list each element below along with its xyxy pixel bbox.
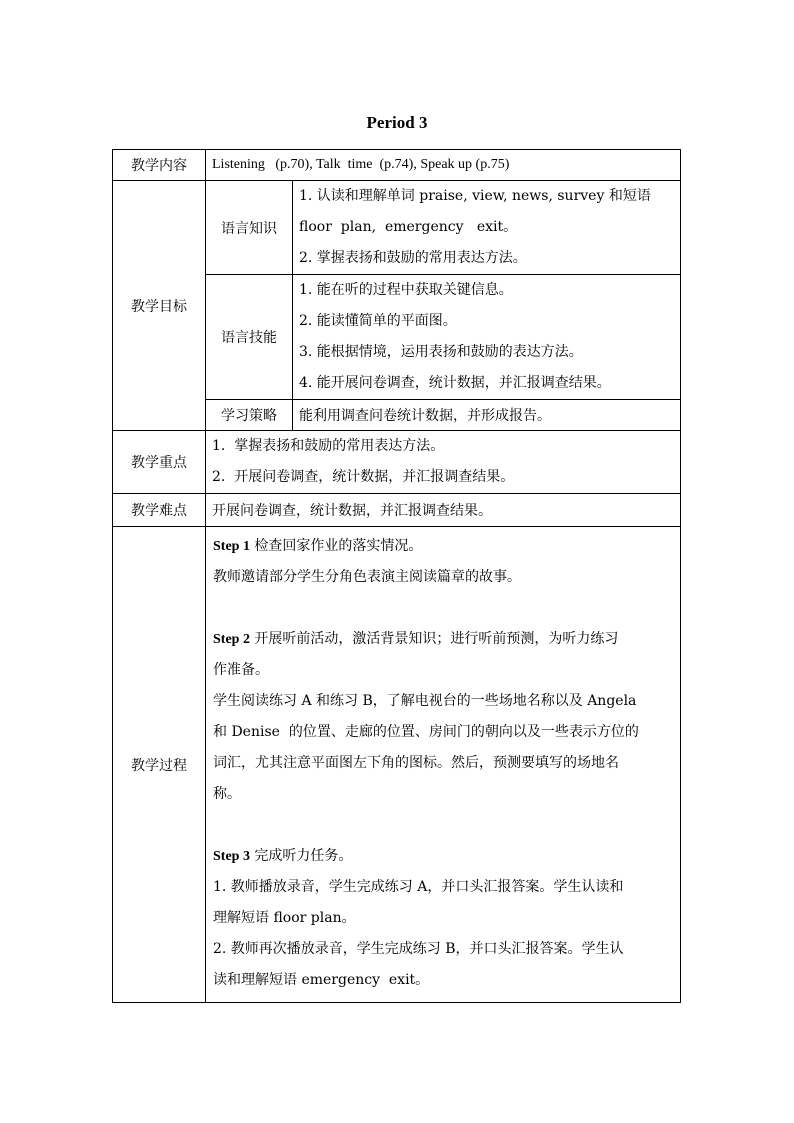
step-1-heading-text: 检查回家作业的落实情况。 — [249, 538, 423, 554]
lesson-plan-table — [112, 149, 681, 1003]
row-key-points — [113, 431, 681, 494]
list-item: 4. 能开展问卷调查，统计数据，并汇报调查结果。 — [299, 375, 611, 391]
label-language-skills: 语言技能 — [206, 275, 293, 400]
label-teaching-objectives: 教学目标 — [113, 181, 206, 431]
list-item: 词汇，尤其注意平面图左下角的图标。然后，预测要填写的场地名 — [213, 755, 619, 771]
list-item: 3. 能根据情境，运用表扬和鼓励的表达方法。 — [299, 344, 583, 360]
step-2-heading — [213, 624, 673, 655]
list-item: 理解短语 floor plan。 — [213, 910, 356, 926]
teaching-process-content — [206, 527, 681, 1003]
row-teaching-process — [113, 527, 681, 1003]
list-item: floor plan, emergency exit。 — [299, 219, 518, 235]
list-item: 称。 — [213, 786, 241, 802]
step-1-title: Step 1 — [213, 539, 250, 554]
step-3-heading — [213, 841, 673, 872]
step-1-heading — [213, 531, 673, 562]
label-teaching-content: 教学内容 — [113, 150, 206, 181]
label-difficulties: 教学难点 — [113, 494, 206, 527]
list-item: 1. 能在听的过程中获取关键信息。 — [299, 282, 513, 298]
row-difficulties — [113, 494, 681, 527]
difficulties-text: 开展问卷调查，统计数据，并汇报调查结果。 — [206, 494, 681, 527]
list-item: 和 Denise 的位置、走廊的位置、房间门的朝向以及一些表示方位的 — [213, 724, 639, 740]
list-item: 读和理解短语 emergency exit。 — [213, 972, 430, 988]
list-item: 教师邀请部分学生分角色表演主阅读篇章的故事。 — [213, 569, 521, 585]
list-item: 学生阅读练习 A 和练习 B，了解电视台的一些场地名称以及 Angela — [213, 693, 637, 709]
step-2-heading-text: 开展听前活动，激活背景知识；进行听前预测，为听力练习 — [249, 631, 619, 647]
step-2-title: Step 2 — [213, 632, 250, 647]
learning-strategy-text: 能利用调查问卷统计数据，并形成报告。 — [293, 400, 681, 431]
list-item: 2. 开展问卷调查，统计数据，并汇报调查结果。 — [212, 469, 515, 485]
list-item: 2. 掌握表扬和鼓励的常用表达方法。 — [299, 250, 527, 266]
row-language-knowledge — [113, 181, 681, 275]
list-item: 1. 掌握表扬和鼓励的常用表达方法。 — [212, 438, 445, 454]
step-3-title: Step 3 — [213, 849, 250, 864]
label-language-knowledge: 语言知识 — [206, 181, 293, 275]
label-teaching-process: 教学过程 — [113, 527, 206, 1003]
teaching-content-text: Listening (p.70), Talk time (p.74), Speak up (p.75) — [206, 150, 681, 181]
list-item: 1. 认读和理解单词 praise, view, news, survey 和短语 — [299, 188, 651, 204]
page-title: Period 3 — [366, 113, 428, 132]
language-skills-content — [293, 275, 681, 400]
key-points-content — [206, 431, 681, 494]
list-item: 2. 教师再次播放录音，学生完成练习 B，并口头汇报答案。学生认 — [213, 941, 624, 957]
step-3-heading-text: 完成听力任务。 — [249, 848, 353, 864]
list-item: 2. 能读懂简单的平面图。 — [299, 313, 457, 329]
list-item: 作准备。 — [213, 662, 269, 678]
language-knowledge-content — [293, 181, 681, 275]
label-key-points: 教学重点 — [113, 431, 206, 494]
list-item: 1. 教师播放录音，学生完成练习 A，并口头汇报答案。学生认读和 — [213, 879, 624, 895]
label-learning-strategy: 学习策略 — [206, 400, 293, 431]
row-teaching-content — [113, 150, 681, 181]
